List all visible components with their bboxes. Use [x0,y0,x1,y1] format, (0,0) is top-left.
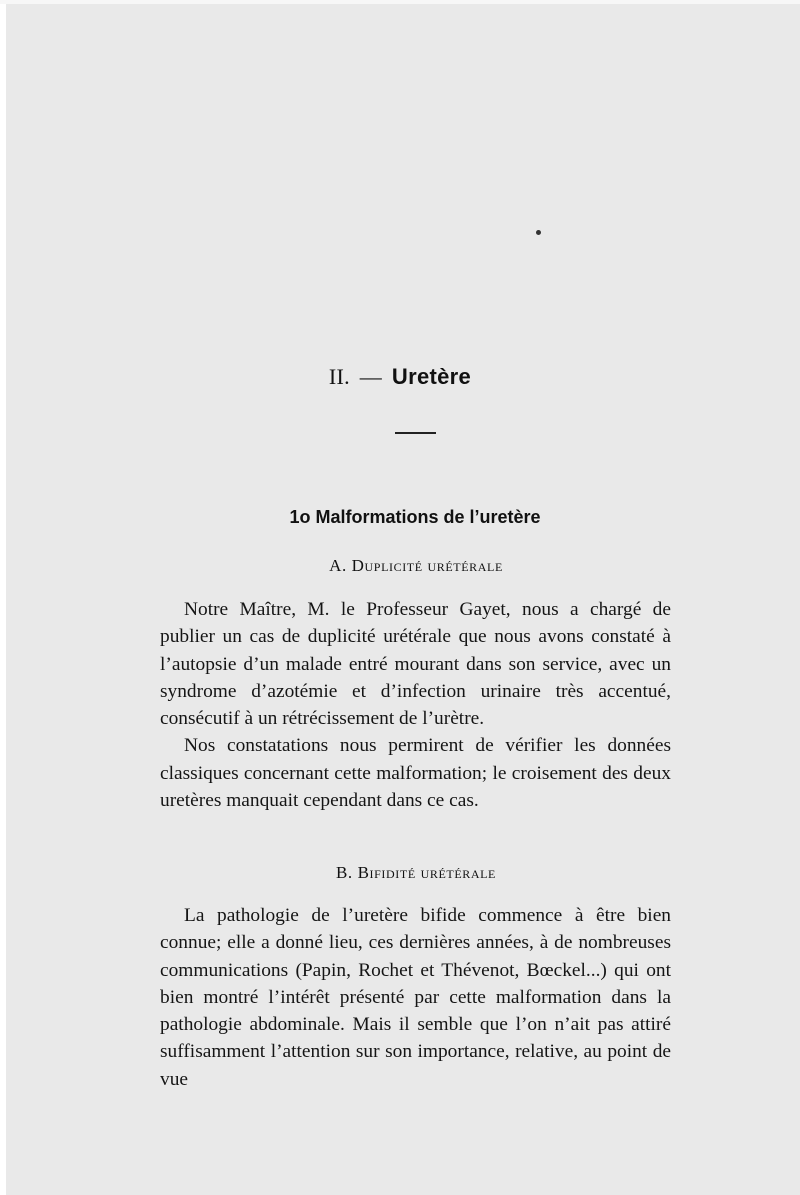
paragraph: Nos constatations nous permirent de vérifier les données classiques concernant cette malformation; le croisement des deux uretères manquait cependant dans ce cas. [160,735,671,812]
page-top-margin [0,0,800,4]
paragraph: Notre Maître, M. le Professeur Gayet, nous a chargé de publier un cas de duplicité urétérale que nous avons constaté à l’autopsie d’un malade entré mourant dans son service, avec un syndrome d’azotémie et d’infection urinaire très accentué, consécutif à un rétrécissement de l’urètre. [160,599,671,730]
title-rule [395,432,436,434]
ink-speck [536,230,541,235]
chapter-heading: 1o Malformations de l’uretère [289,507,541,527]
subsection-heading-b: B. Bifidité urétérale [335,863,496,882]
section-title-text: Uretère [391,364,472,389]
paragraph: La pathologie de l’uretère bifide commence à être bien connue; elle a donné lieu, ces dernières années, à de nombreuses communications (Papin, Rochet et Thévenot, Bœckel...) qui ont bien montré l’intérêt présenté par cette malformation dans la pathologie abdominale. Mais il semble que l’on n’ait pas attiré suffisamment l’attention sur son importance, relative, au point de vue [160,905,671,1090]
section-dash: — [359,364,383,389]
section-numeral: II. [328,364,350,389]
subsection-heading-a: A. Duplicité urétérale [329,556,503,575]
subsection-body-b [160,902,671,1093]
page-left-margin [0,0,6,1195]
subsection-body-a [160,596,671,814]
section-title [0,364,800,390]
